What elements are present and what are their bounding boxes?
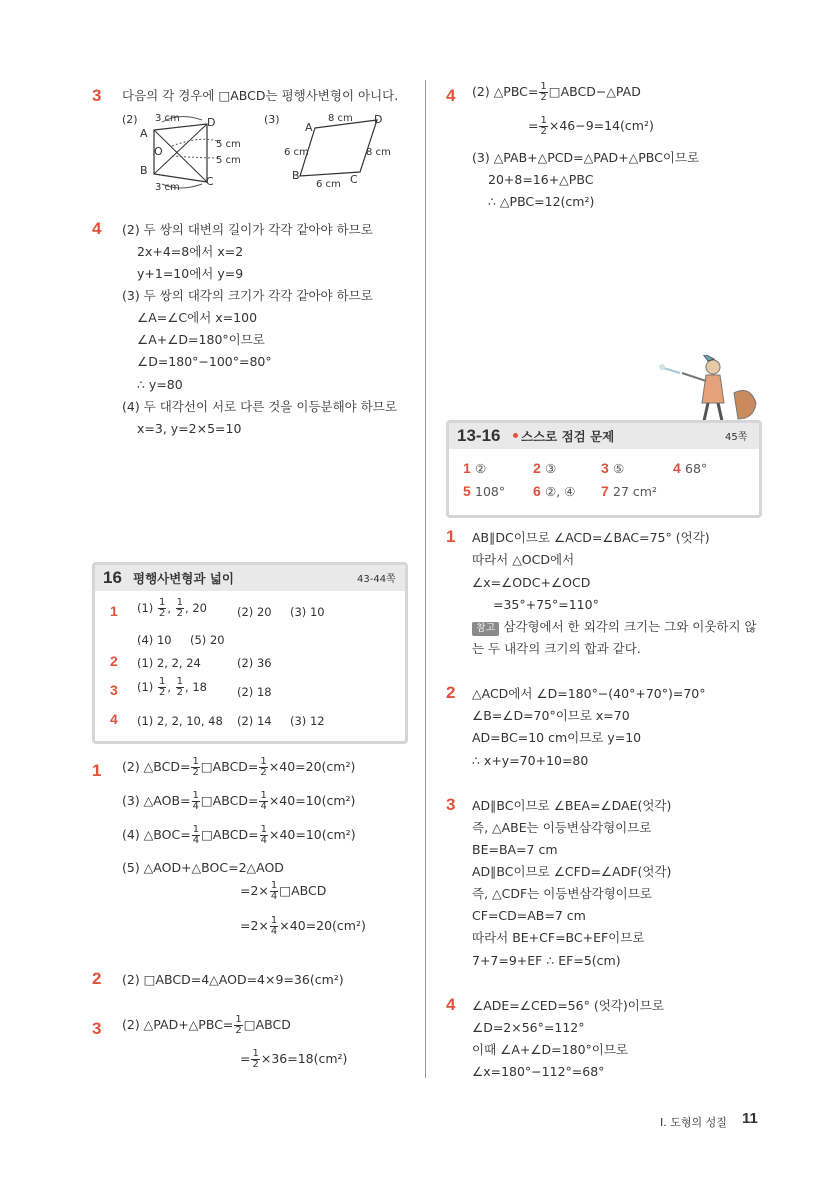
fig3-vertex-c: C — [350, 173, 358, 186]
answer-number: 1 — [110, 603, 118, 619]
solution-line: =2× $\frac{1}{4}$ □ABCD — [240, 880, 327, 902]
answer: (1) 2, 2, 10, 48 — [137, 714, 223, 728]
solution-line: (2) △BCD= $\frac{1}{2}$ □ABCD= $\frac{1}{2}$ ×40=20(cm²) — [122, 756, 356, 778]
answer: 108° — [475, 484, 506, 499]
solution-line: ∴ y=80 — [137, 377, 183, 392]
solution-line: (3) △AOB= $\frac{1}{4}$ □ABCD= $\frac{1}{4}$ ×40=10(cm²) — [122, 790, 356, 812]
answer: 68° — [685, 461, 708, 476]
solution-line: ∠A+∠D=180°이므로 — [137, 332, 265, 347]
bullet-dot — [513, 433, 518, 438]
solution-line: (2) □ABCD=4△AOD=4×9=36(cm²) — [122, 972, 344, 987]
solution-line: (4) 두 대각선이 서로 다른 것을 이등분해야 하므로 — [122, 399, 397, 414]
section-title: 스스로 점검 문제 — [521, 429, 615, 444]
figure-label: (2) — [122, 113, 138, 126]
fig3-left-length: 6 cm — [284, 147, 309, 158]
character-illustration — [650, 355, 760, 425]
answer: ⑤ — [613, 461, 625, 476]
solution-line: x=3, y=2×5=10 — [137, 421, 242, 436]
fig3-vertex-a: A — [305, 121, 313, 134]
fig3-bottom-length: 6 cm — [316, 179, 341, 190]
answer: (2) 14 — [237, 714, 272, 728]
solution-line: ∴ △PBC=12(cm²) — [488, 194, 595, 209]
fig2-right-length-2: 5 cm — [216, 155, 241, 166]
solution-line: (3) △PAB+△PCD=△PAD+△PBC이므로 — [472, 150, 700, 165]
figure-label: (3) — [264, 113, 280, 126]
solution-line: BE=BA=7 cm — [472, 842, 558, 857]
answer-number: 5 — [463, 483, 471, 499]
answer: 27 cm² — [613, 484, 657, 499]
problem-number: 2 — [92, 969, 102, 988]
answer: (2) 36 — [237, 656, 272, 670]
fig2-vertex-b: B — [140, 164, 148, 177]
self-check-answer-box — [446, 420, 762, 518]
solution-line: = $\frac{1}{2}$ ×46−9=14(cm²) — [528, 115, 654, 137]
solution-line: (4) △BOC= $\frac{1}{4}$ □ABCD= $\frac{1}{4}$ ×40=10(cm²) — [122, 824, 356, 846]
solution-line: AD=BC=10 cm이므로 y=10 — [472, 730, 642, 745]
answer: ③ — [545, 461, 557, 476]
fig3-right-length: 8 cm — [366, 147, 391, 158]
fig3-vertex-d: D — [374, 113, 383, 126]
solution-line: (2) △PBC= $\frac{1}{2}$ □ABCD−△PAD — [472, 81, 641, 103]
solution-line: 따라서 △OCD에서 — [472, 552, 575, 567]
footer-chapter: I. 도형의 성질 — [660, 1116, 727, 1129]
answer: ② — [475, 461, 487, 476]
solution-line: ∠D=180°−100°=80° — [137, 354, 272, 369]
solution-line: (3) 두 쌍의 대각의 크기가 각각 같아야 하므로 — [122, 288, 373, 303]
fig3-vertex-b: B — [292, 169, 300, 182]
answer: (1) 2, 2, 24 — [137, 656, 201, 670]
solution-line: = $\frac{1}{2}$ ×36=18(cm²) — [240, 1048, 348, 1070]
solution-line: 20+8=16+△PBC — [488, 172, 594, 187]
solution-line: △ACD에서 ∠D=180°−(40°+70°)=70° — [472, 686, 706, 701]
solution-line: ∠D=2×56°=112° — [472, 1020, 585, 1035]
page-number: 11 — [742, 1110, 758, 1127]
solution-line: ∠x=180°−112°=68° — [472, 1064, 605, 1079]
solution-line: ∠ADE=∠CED=56° (엇각)이므로 — [472, 998, 664, 1013]
answer-row-3: (1) $\frac{1}{2}$ , $\frac{1}{2}$ , 18 — [137, 676, 207, 698]
answer-number: 3 — [601, 460, 609, 476]
section-pages: 43-44쪽 — [357, 574, 396, 585]
fig2-vertex-a: A — [140, 127, 148, 140]
solution-line: 이때 ∠A+∠D=180°이므로 — [472, 1042, 628, 1057]
solution-line: (2) △PAD+△PBC= $\frac{1}{2}$ □ABCD — [122, 1014, 291, 1036]
problem-number: 2 — [446, 683, 456, 702]
solution-line: CF=CD=AB=7 cm — [472, 908, 586, 923]
answer-number: 2 — [533, 460, 541, 476]
problem-number: 1 — [446, 527, 456, 546]
reference-note: 참고 삼각형에서 한 외각의 크기는 그와 이웃하지 않 — [472, 619, 757, 636]
solution-line: 즉, △ABE는 이등변삼각형이므로 — [472, 820, 652, 835]
problem-number: 4 — [446, 86, 456, 105]
solution-line: ∴ x+y=70+10=80 — [472, 753, 589, 768]
answer: (2) 18 — [237, 685, 272, 699]
solution-line: 2x+4=8에서 x=2 — [137, 244, 244, 259]
solution-line: AB∥DC이므로 ∠ACD=∠BAC=75° (엇각) — [472, 530, 710, 545]
problem-number: 3 — [92, 1019, 102, 1038]
solution-line: y+1=10에서 y=9 — [137, 266, 244, 281]
answer: (2) 20 — [237, 605, 272, 619]
column-divider — [425, 80, 426, 1078]
reference-badge: 참고 — [472, 622, 499, 636]
section-title: 평행사변형과 넓이 — [133, 571, 234, 586]
section-number: 13-16 — [457, 426, 501, 445]
solution-line: ∠B=∠D=70°이므로 x=70 — [472, 708, 630, 723]
problem-number: 4 — [92, 219, 102, 238]
answer-number: 7 — [601, 483, 609, 499]
answer-number: 1 — [463, 460, 471, 476]
fig2-vertex-d: D — [207, 116, 216, 129]
section-number: 16 — [103, 568, 122, 587]
solution-line: 따라서 BE+CF=BC+EF이므로 — [472, 930, 645, 945]
problem-number: 3 — [446, 795, 456, 814]
answer: (3) 12 — [290, 714, 325, 728]
fig3-top-length: 8 cm — [328, 113, 353, 124]
answer-row-1: (1) $\frac{1}{2}$ , $\frac{1}{2}$ , 20 — [137, 597, 207, 619]
answer-number: 3 — [110, 682, 118, 698]
solution-line: ∠A=∠C에서 x=100 — [137, 310, 258, 325]
solution-line: AD∥BC이므로 ∠CFD=∠ADF(엇각) — [472, 864, 672, 879]
problem-number: 1 — [92, 761, 102, 780]
solution-line: =2× $\frac{1}{4}$ ×40=20(cm²) — [240, 915, 366, 937]
problem-text: 다음의 각 경우에 □ABCD는 평행사변형이 아니다. — [122, 88, 399, 103]
answer: (3) 10 — [290, 605, 325, 619]
solution-line: ∠x=∠ODC+∠OCD — [472, 575, 591, 590]
answer-number: 4 — [673, 460, 681, 476]
solution-line: 즉, △CDF는 이등변삼각형이므로 — [472, 886, 652, 901]
problem-number: 3 — [92, 86, 102, 105]
answer: (5) 20 — [190, 633, 225, 647]
section-16-answer-box — [92, 562, 408, 744]
fig2-right-length-1: 5 cm — [216, 139, 241, 150]
solution-line: =35°+75°=110° — [493, 597, 599, 612]
answer: ②, ④ — [545, 484, 576, 499]
solution-line: 7+7=9+EF ∴ EF=5(cm) — [472, 953, 621, 968]
reference-note: 는 두 내각의 크기의 합과 같다. — [472, 641, 641, 656]
solution-line: AD∥BC이므로 ∠BEA=∠DAE(엇각) — [472, 798, 672, 813]
answer-number: 2 — [110, 653, 118, 669]
fig2-vertex-o: O — [154, 145, 163, 158]
solution-line: (5) △AOD+△BOC=2△AOD — [122, 860, 284, 875]
answer-number: 6 — [533, 483, 541, 499]
solution-line: (2) 두 쌍의 대변의 길이가 각각 같아야 하므로 — [122, 222, 373, 237]
answer-number: 4 — [110, 711, 118, 727]
problem-number: 4 — [446, 995, 456, 1014]
answer: (4) 10 — [137, 633, 172, 647]
fig2-top-length: 3 cm — [155, 113, 180, 124]
fig2-bottom-length: 3 cm — [155, 182, 180, 193]
section-pages: 45쪽 — [725, 432, 748, 443]
fig2-vertex-c: C — [206, 175, 214, 188]
